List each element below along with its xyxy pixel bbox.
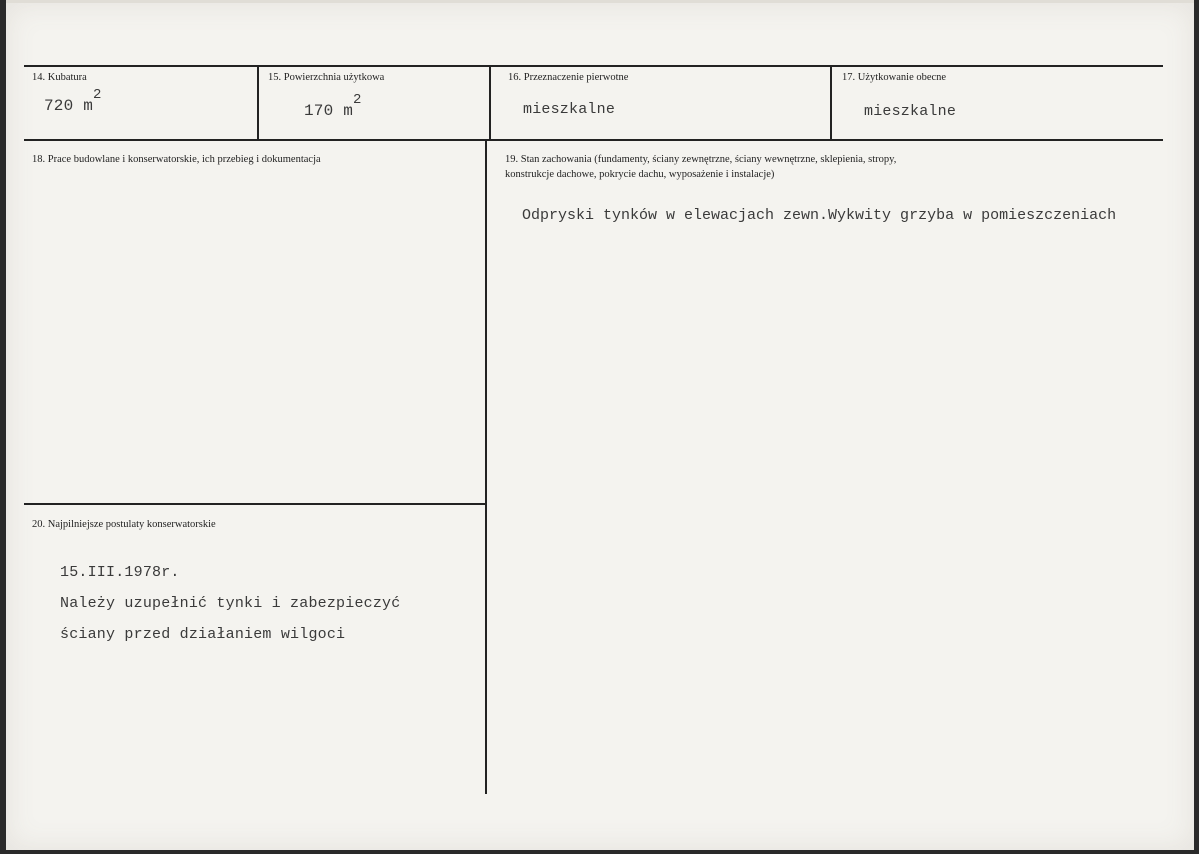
field-15-number: 170 xyxy=(304,102,334,120)
field-20-date: 15.III.1978r. xyxy=(60,564,180,581)
field-18-label: 18. Prace budowlane i konserwatorskie, ich przebieg i dokumentacja xyxy=(32,154,321,165)
field-16-label: 16. Przeznaczenie pierwotne xyxy=(508,72,629,83)
column-divider-15-16 xyxy=(489,65,491,140)
field-14-number: 720 xyxy=(44,97,74,115)
field-14-label: 14. Kubatura xyxy=(32,72,87,83)
field-15-label: 15. Powierzchnia użytkowa xyxy=(268,72,385,83)
field-15-value xyxy=(304,92,362,120)
column-divider-main xyxy=(485,140,487,794)
field-20-line-2: ściany przed działaniem wilgoci xyxy=(60,626,346,643)
field-17-value: mieszkalne xyxy=(864,103,957,120)
inventory-card xyxy=(6,3,1194,850)
field-16-value: mieszkalne xyxy=(523,101,616,118)
field-14-value xyxy=(44,87,102,115)
field-20-line-1: Należy uzupełnić tynki i zabezpieczyć xyxy=(60,595,401,612)
field-14-unit: m xyxy=(83,97,94,115)
row-divider-1 xyxy=(24,139,1163,141)
row-divider-2 xyxy=(24,503,486,505)
top-rule xyxy=(24,65,1163,67)
field-19-label-line1: 19. Stan zachowania (fundamenty, ściany zewnętrzne, ściany wewnętrzne, sklepienia, stropy, xyxy=(505,154,897,165)
field-17-label: 17. Użytkowanie obecne xyxy=(842,72,947,83)
field-20-label: 20. Najpilniejsze postulaty konserwatorskie xyxy=(32,519,216,530)
field-19-label-line2: konstrukcje dachowe, pokrycie dachu, wyposażenie i instalacje) xyxy=(505,169,775,180)
field-15-exponent: 2 xyxy=(353,92,362,108)
column-divider-16-17 xyxy=(830,65,832,140)
field-14-exponent: 2 xyxy=(93,87,102,103)
field-19-value: Odpryski tynków w elewacjach zewn.Wykwity grzyba w pomieszczeniach xyxy=(522,207,1117,224)
column-divider-14-15 xyxy=(257,65,259,140)
field-15-unit: m xyxy=(343,102,354,120)
